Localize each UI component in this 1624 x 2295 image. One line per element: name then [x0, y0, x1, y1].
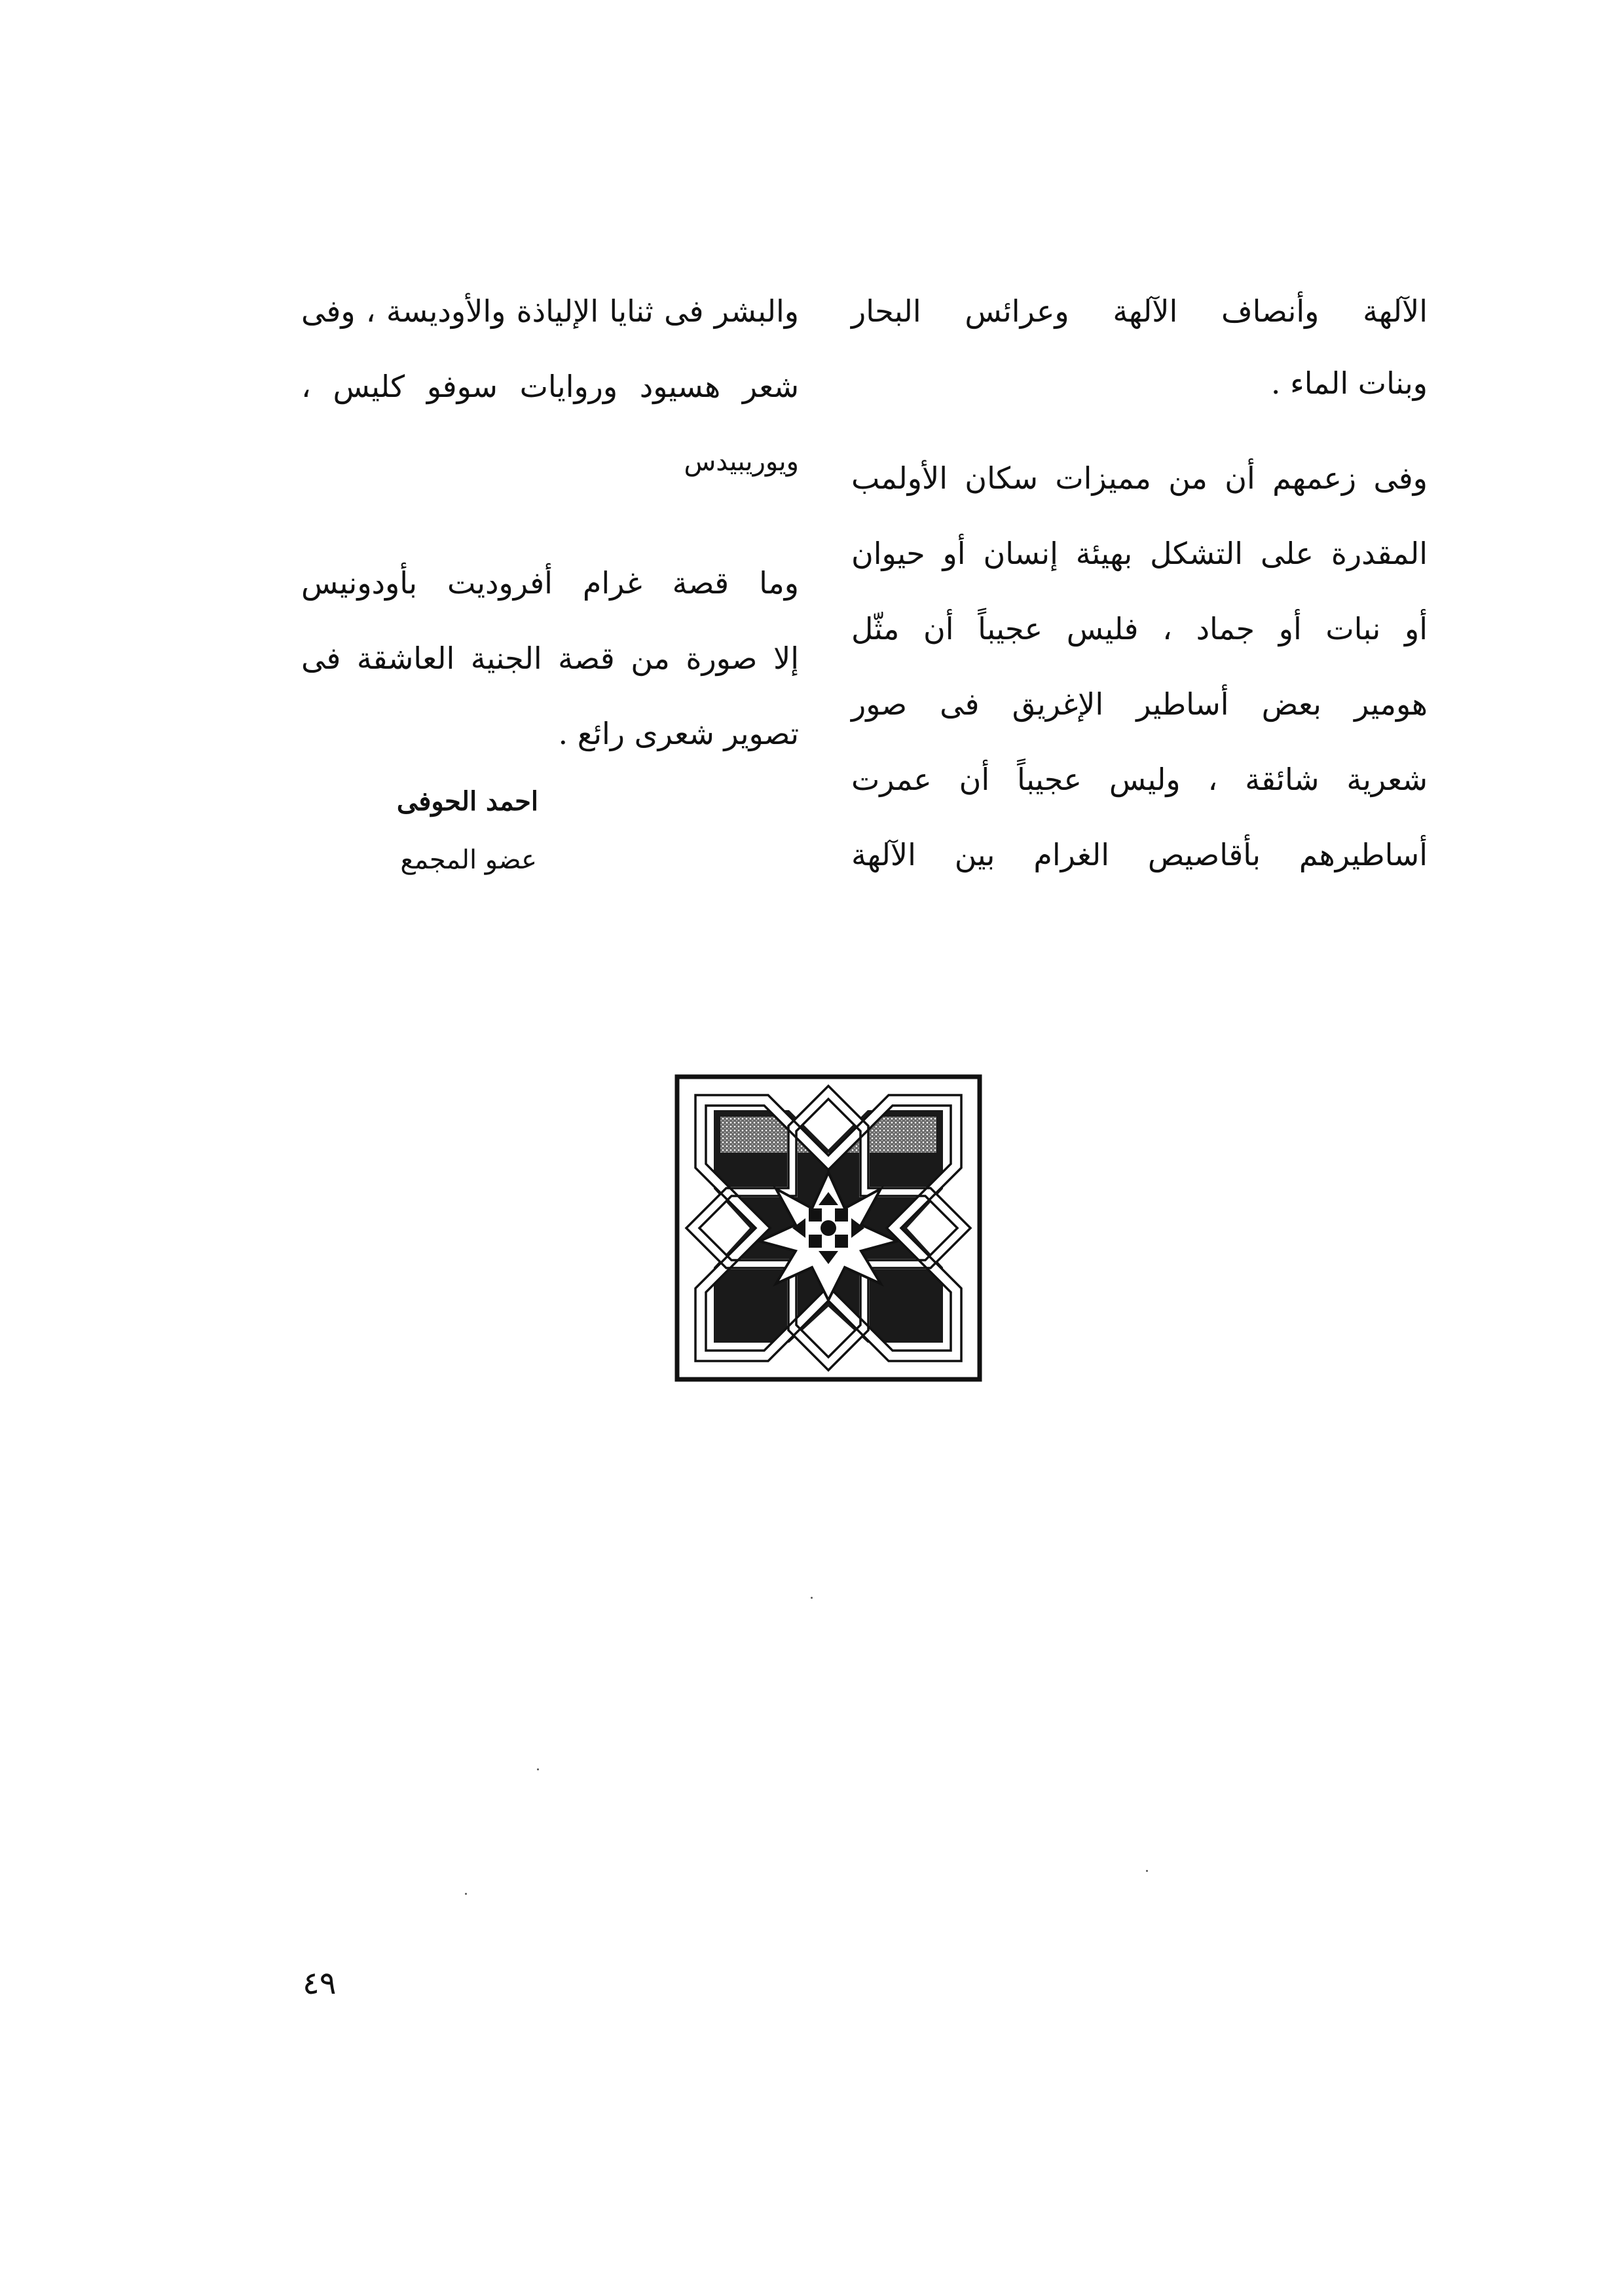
scan-speck: [1146, 1870, 1148, 1872]
geometric-star-ornament-icon: [674, 1074, 982, 1382]
page-number: ٤٩: [303, 1965, 337, 2002]
text-line: أو نبات أو جماد ، فليس عجيباً أن مثّل: [851, 611, 1428, 646]
text-line: الآلهة وأنصاف الآلهة وعرائس البحار: [851, 293, 1428, 329]
scan-speck: [811, 1597, 813, 1599]
author-name: احمد الحوفى: [396, 786, 538, 817]
text-line: المقدرة على التشكل بهيئة إنسان أو حيوان: [851, 536, 1428, 571]
author-title: عضو المجمع: [400, 845, 537, 875]
text-column-left: [301, 288, 799, 910]
text-line: إلا صورة من قصة الجنية العاشقة فى: [301, 641, 799, 676]
text-line: تصوير شعرى رائع .: [558, 716, 799, 751]
text-column-right: [851, 288, 1428, 910]
scan-speck: [465, 1893, 467, 1895]
text-line: شعرية شائقة ، وليس عجيباً أن عمرت: [851, 762, 1428, 797]
text-line: وما قصة غرام أفروديت بأودونيس: [301, 565, 799, 601]
text-line: أساطيرهم بأقاصيص الغرام بين الآلهة: [851, 837, 1428, 872]
text-line: والبشر فى ثنايا الإلياذة والأوديسة ، وفى: [301, 293, 799, 329]
text-line: شعر هسيود وروايات سوفو كليس ،: [301, 369, 799, 404]
text-line: وفى زعمهم أن من مميزات سكان الأولمب: [851, 460, 1428, 496]
text-line: ويوريبيدس: [684, 447, 799, 477]
text-line: هومير بعض أساطير الإغريق فى صور: [851, 686, 1428, 722]
text-line: وبنات الماء .: [1270, 365, 1428, 401]
scan-speck: [537, 1768, 539, 1770]
